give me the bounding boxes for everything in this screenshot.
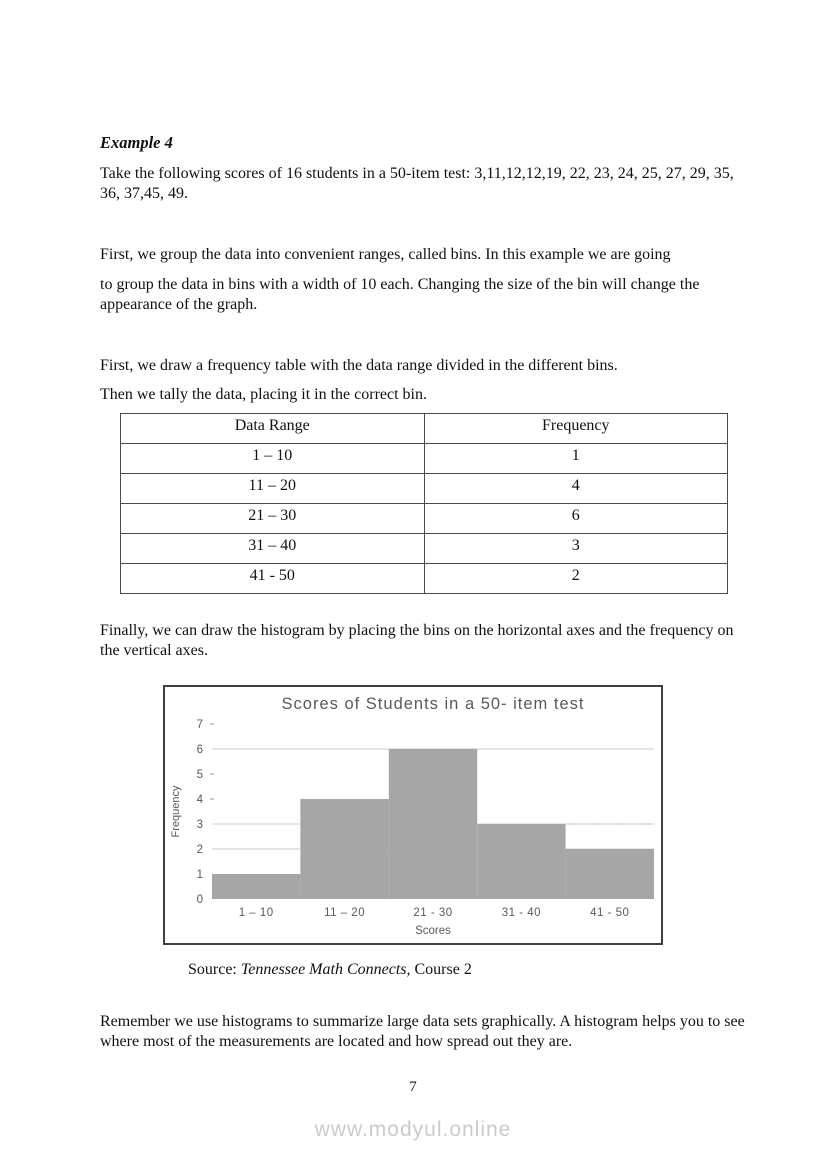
frequency-cell: 3	[424, 534, 728, 564]
table-row	[121, 564, 728, 594]
y-tick-label: 3	[196, 819, 203, 831]
data-range-cell: 21 – 30	[121, 504, 425, 534]
remember-paragraph: Remember we use histograms to summarize large data sets graphically. A histogram helps you to see where most of the measurements are located and how spread out they are.	[100, 1013, 745, 1050]
x-tick-label: 31 - 40	[501, 907, 542, 919]
x-tick-label: 1 – 10	[238, 907, 274, 919]
watermark: www.modyul.online	[314, 1118, 512, 1141]
x-axis-title: Scores	[415, 925, 451, 937]
histogram-bar	[300, 799, 388, 899]
table-header-row	[121, 414, 728, 444]
source-title: Tennessee Math Connects,	[240, 961, 411, 978]
y-tick-label: 1	[196, 869, 203, 881]
y-tick-label: 6	[196, 744, 203, 756]
grouping-paragraph-line1: First, we group the data into convenient ranges, called bins. In this example we are going	[100, 246, 671, 263]
column-header-frequency: Frequency	[424, 414, 728, 444]
x-tick-label: 41 - 50	[590, 907, 630, 919]
table-row	[121, 534, 728, 564]
data-range-cell: 41 - 50	[121, 564, 425, 594]
x-tick-label: 11 – 20	[324, 907, 366, 919]
source-citation	[188, 961, 472, 979]
source-suffix: Course 2	[410, 961, 472, 978]
table-row	[121, 474, 728, 504]
column-header-data-range: Data Range	[121, 414, 425, 444]
y-tick-label: 7	[196, 719, 203, 731]
grouping-paragraph-line2: to group the data in bins with a width of 10 each. Changing the size of the bin will change the appearance of the graph.	[100, 276, 700, 313]
table-row	[121, 444, 728, 474]
histogram-svg	[165, 687, 661, 943]
tally-paragraph: Then we tally the data, placing it in the correct bin.	[100, 386, 427, 403]
finally-paragraph: Finally, we can draw the histogram by placing the bins on the horizontal axes and the frequency on the vertical axes.	[100, 622, 734, 659]
histogram-bar	[389, 749, 477, 899]
y-tick-label: 2	[196, 844, 203, 856]
frequency-table	[120, 413, 728, 594]
chart-title: Scores of Students in a 50- item test	[281, 695, 585, 713]
frequency-table-intro: First, we draw a frequency table with the data range divided in the different bins.	[100, 357, 618, 374]
frequency-cell: 1	[424, 444, 728, 474]
y-tick-label: 0	[196, 894, 203, 906]
histogram-bar	[477, 824, 565, 899]
data-range-cell: 11 – 20	[121, 474, 425, 504]
table-row	[121, 504, 728, 534]
example-heading: Example 4	[100, 133, 173, 152]
page-number: 7	[409, 1079, 417, 1095]
histogram-bar	[566, 849, 654, 899]
y-tick-label: 4	[196, 794, 203, 806]
data-range-cell: 31 – 40	[121, 534, 425, 564]
y-tick-label: 5	[196, 769, 203, 781]
histogram-bar	[212, 874, 300, 899]
intro-paragraph: Take the following scores of 16 students in a 50-item test: 3,11,12,12,19, 22, 23, 24, 25, 27, 29, 35, 36, 37,45, 49.	[100, 165, 734, 202]
frequency-cell: 4	[424, 474, 728, 504]
frequency-cell: 2	[424, 564, 728, 594]
x-tick-label: 21 - 30	[413, 907, 453, 919]
y-axis-title: Frequency	[170, 785, 182, 838]
source-prefix: Source:	[188, 961, 241, 978]
histogram-chart	[163, 685, 663, 945]
data-range-cell: 1 – 10	[121, 444, 425, 474]
frequency-cell: 6	[424, 504, 728, 534]
